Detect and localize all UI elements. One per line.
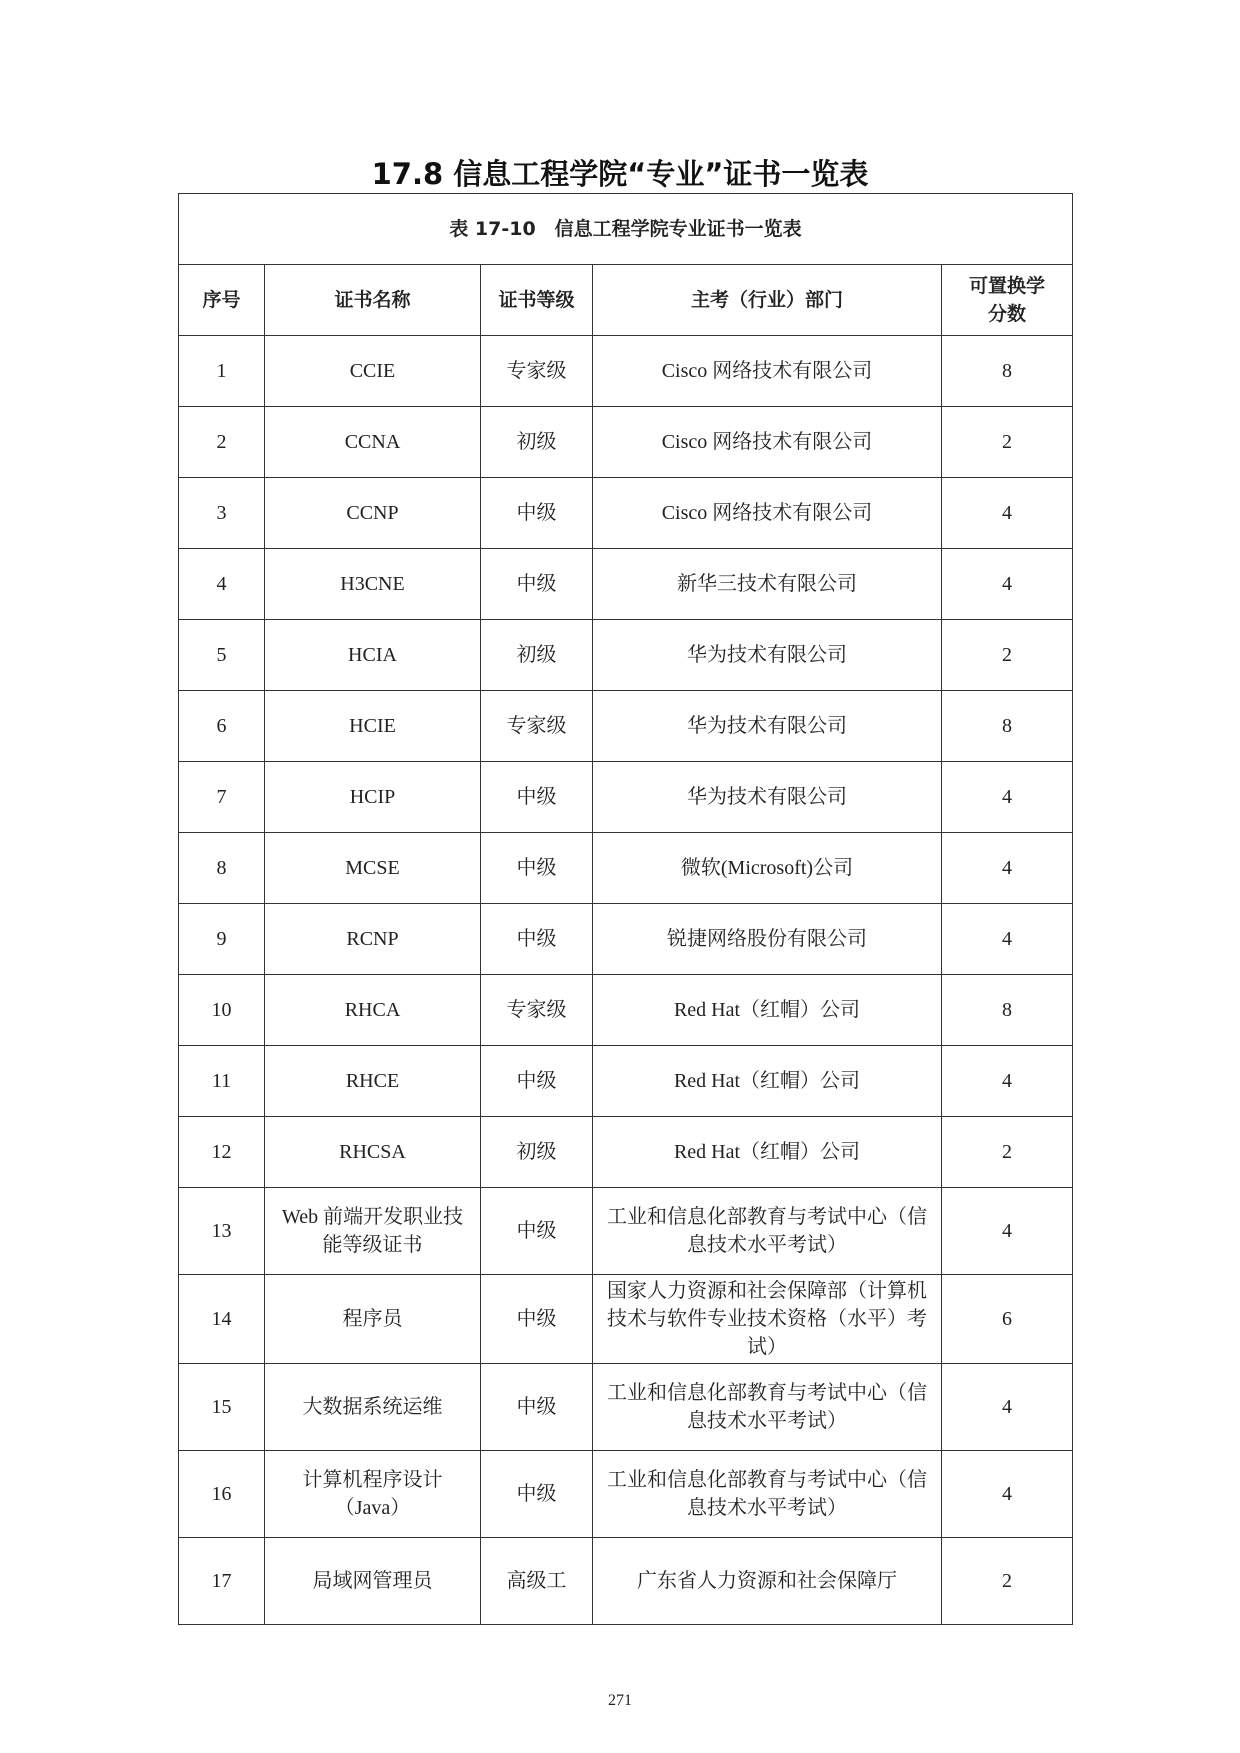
cell-credits: 4 [942,549,1073,620]
table-row [179,1364,1073,1451]
cell-dept: Cisco 网络技术有限公司 [593,407,942,478]
cell-credits: 4 [942,478,1073,549]
header-dept: 主考（行业）部门 [593,265,942,336]
cell-credits: 2 [942,407,1073,478]
table-row [179,1117,1073,1188]
cell-dept: Cisco 网络技术有限公司 [593,478,942,549]
cell-level: 中级 [481,478,593,549]
cell-no: 7 [179,762,265,833]
cell-name: CCNA [265,407,481,478]
cell-no: 3 [179,478,265,549]
cell-level: 中级 [481,1046,593,1117]
cell-level: 中级 [481,1451,593,1538]
cell-no: 14 [179,1275,265,1364]
cell-name: 局域网管理员 [265,1538,481,1625]
table-row [179,1188,1073,1275]
cell-no: 5 [179,620,265,691]
cell-credits: 4 [942,904,1073,975]
cell-name: RHCA [265,975,481,1046]
cell-name: MCSE [265,833,481,904]
cell-dept: 工业和信息化部教育与考试中心（信息技术水平考试） [593,1451,942,1538]
header-name: 证书名称 [265,265,481,336]
header-credits: 可置换学分数 [942,265,1073,336]
cell-no: 16 [179,1451,265,1538]
cell-name: 程序员 [265,1275,481,1364]
table-row [179,1275,1073,1364]
cell-level: 中级 [481,549,593,620]
cell-dept: Red Hat（红帽）公司 [593,1117,942,1188]
cell-dept: 广东省人力资源和社会保障厅 [593,1538,942,1625]
cell-dept: Cisco 网络技术有限公司 [593,336,942,407]
header-no: 序号 [179,265,265,336]
cell-dept: 工业和信息化部教育与考试中心（信息技术水平考试） [593,1364,942,1451]
table-caption: 表 17-10 信息工程学院专业证书一览表 [179,194,1073,265]
cell-level: 高级工 [481,1538,593,1625]
cell-no: 15 [179,1364,265,1451]
cell-no: 11 [179,1046,265,1117]
cell-level: 专家级 [481,336,593,407]
cell-name: CCIE [265,336,481,407]
cell-name: HCIE [265,691,481,762]
cell-no: 17 [179,1538,265,1625]
cell-name: Web 前端开发职业技能等级证书 [265,1188,481,1275]
cell-no: 13 [179,1188,265,1275]
table-row [179,478,1073,549]
table-row [179,620,1073,691]
table-row [179,762,1073,833]
cell-level: 初级 [481,620,593,691]
cell-level: 中级 [481,1188,593,1275]
cell-no: 9 [179,904,265,975]
table-row [179,549,1073,620]
cell-name: H3CNE [265,549,481,620]
cell-dept: Red Hat（红帽）公司 [593,1046,942,1117]
cell-name: RHCE [265,1046,481,1117]
cell-dept: 锐捷网络股份有限公司 [593,904,942,975]
cell-credits: 6 [942,1275,1073,1364]
cell-level: 中级 [481,1275,593,1364]
table-row [179,1046,1073,1117]
cell-level: 中级 [481,762,593,833]
cell-credits: 4 [942,1188,1073,1275]
cell-name: CCNP [265,478,481,549]
cell-no: 2 [179,407,265,478]
cell-credits: 4 [942,1451,1073,1538]
cell-no: 1 [179,336,265,407]
table-row [179,336,1073,407]
cell-level: 初级 [481,407,593,478]
cell-name: RCNP [265,904,481,975]
table-row [179,975,1073,1046]
table-row [179,1451,1073,1538]
page-title: 17.8 信息工程学院“专业”证书一览表 [371,157,869,191]
certificate-table [178,193,1073,1625]
cell-dept: 工业和信息化部教育与考试中心（信息技术水平考试） [593,1188,942,1275]
table-row [179,407,1073,478]
cell-level: 专家级 [481,691,593,762]
cell-dept: 华为技术有限公司 [593,691,942,762]
table-row [179,833,1073,904]
cell-level: 中级 [481,1364,593,1451]
cell-credits: 2 [942,1538,1073,1625]
cell-level: 中级 [481,833,593,904]
cell-level: 专家级 [481,975,593,1046]
cell-level: 中级 [481,904,593,975]
cell-credits: 4 [942,833,1073,904]
cell-dept: 新华三技术有限公司 [593,549,942,620]
cell-name: 计算机程序设计（Java） [265,1451,481,1538]
cell-credits: 4 [942,762,1073,833]
cell-credits: 4 [942,1046,1073,1117]
table-row [179,691,1073,762]
cell-no: 4 [179,549,265,620]
cell-credits: 8 [942,336,1073,407]
cell-name: HCIP [265,762,481,833]
cell-dept: 微软(Microsoft)公司 [593,833,942,904]
cell-credits: 8 [942,975,1073,1046]
cell-credits: 8 [942,691,1073,762]
cell-no: 10 [179,975,265,1046]
page-number: 271 [608,1692,632,1709]
cell-no: 6 [179,691,265,762]
header-level: 证书等级 [481,265,593,336]
cell-dept: 华为技术有限公司 [593,620,942,691]
cell-level: 初级 [481,1117,593,1188]
table-row [179,1538,1073,1625]
cell-name: 大数据系统运维 [265,1364,481,1451]
cell-name: RHCSA [265,1117,481,1188]
cell-name: HCIA [265,620,481,691]
cell-dept: 国家人力资源和社会保障部（计算机技术与软件专业技术资格（水平）考试） [593,1275,942,1364]
cell-dept: 华为技术有限公司 [593,762,942,833]
table-row [179,904,1073,975]
cell-no: 8 [179,833,265,904]
cell-credits: 2 [942,620,1073,691]
cell-dept: Red Hat（红帽）公司 [593,975,942,1046]
cell-credits: 4 [942,1364,1073,1451]
cell-credits: 2 [942,1117,1073,1188]
cell-no: 12 [179,1117,265,1188]
